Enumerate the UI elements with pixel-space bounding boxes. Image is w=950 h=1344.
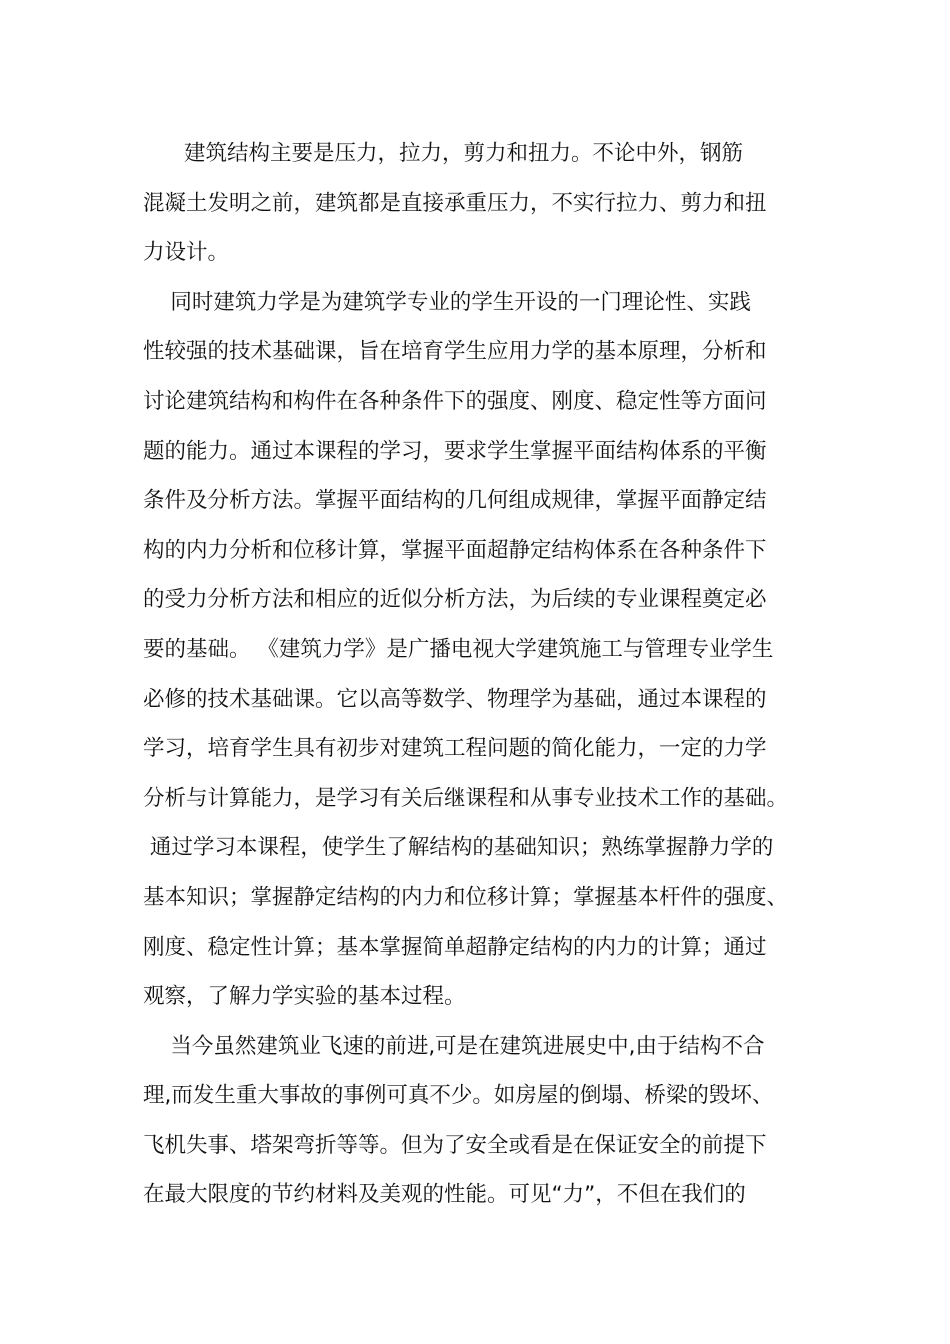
text-line: 的受力分析方法和相应的近似分析方法，为后续的专业课程奠定必 <box>143 587 767 613</box>
text-line: 构的内力分析和位移计算，掌握平面超静定结构体系在各种条件下 <box>143 537 767 563</box>
text-line: 要的基础。 《建筑力学》是广播电视大学建筑施工与管理专业学生 <box>143 636 774 662</box>
text-line: 理,而发生重大事故的事例可真不少。如房屋的倒塌、桥梁的毁坏、 <box>143 1083 774 1109</box>
text-line: 必修的技术基础课。它以高等数学、物理学为基础，通过本课程的 <box>143 686 767 712</box>
text-line: 当今虽然建筑业飞速的前进,可是在建筑进展史中,由于结构不合 <box>143 1033 765 1059</box>
text-line: 性较强的技术基础课，旨在培育学生应用力学的基本原理，分析和 <box>143 339 767 365</box>
text-line: 同时建筑力学是为建筑学专业的学生开设的一门理论性、实践 <box>143 289 751 315</box>
body-text <box>143 129 813 1220</box>
text-line: 题的能力。通过本课程的学习，要求学生掌握平面结构体系的平衡 <box>143 438 767 464</box>
text-line: 混凝土发明之前，建筑都是直接承重压力，不实行拉力、剪力和扭 <box>143 190 767 216</box>
text-line: 学习，培育学生具有初步对建筑工程问题的简化能力，一定的力学 <box>143 736 767 762</box>
text-line: 基本知识；掌握静定结构的内力和位移计算；掌握基本杆件的强度、 <box>143 884 789 910</box>
text-line: 建筑结构主要是压力，拉力，剪力和扭力。不论中外，钢筋 <box>143 141 744 166</box>
text-line: 分析与计算能力，是学习有关后继课程和从事专业技术工作的基础。 <box>143 785 789 811</box>
paragraph <box>143 278 813 1022</box>
text-line: 在最大限度的节约材料及美观的性能。可见“力”，不但在我们的 <box>143 1182 746 1208</box>
paragraph <box>143 129 813 278</box>
text-line: 讨论建筑结构和构件在各种条件下的强度、刚度、稳定性等方面问 <box>143 388 767 414</box>
paragraph <box>143 1022 813 1220</box>
text-line: 条件及分析方法。掌握平面结构的几何组成规律，掌握平面静定结 <box>143 488 767 514</box>
text-line: 通过学习本课程，使学生了解结构的基础知识；熟练掌握静力学的 <box>143 835 774 861</box>
text-line: 力设计。 <box>143 240 230 266</box>
text-line: 观察，了解力学实验的基本过程。 <box>143 984 466 1010</box>
text-line: 刚度、稳定性计算；基本掌握简单超静定结构的内力的计算；通过 <box>143 934 767 960</box>
text-line: 飞机失事、塔架弯折等等。但为了安全或看是在保证安全的前提下 <box>143 1132 767 1158</box>
